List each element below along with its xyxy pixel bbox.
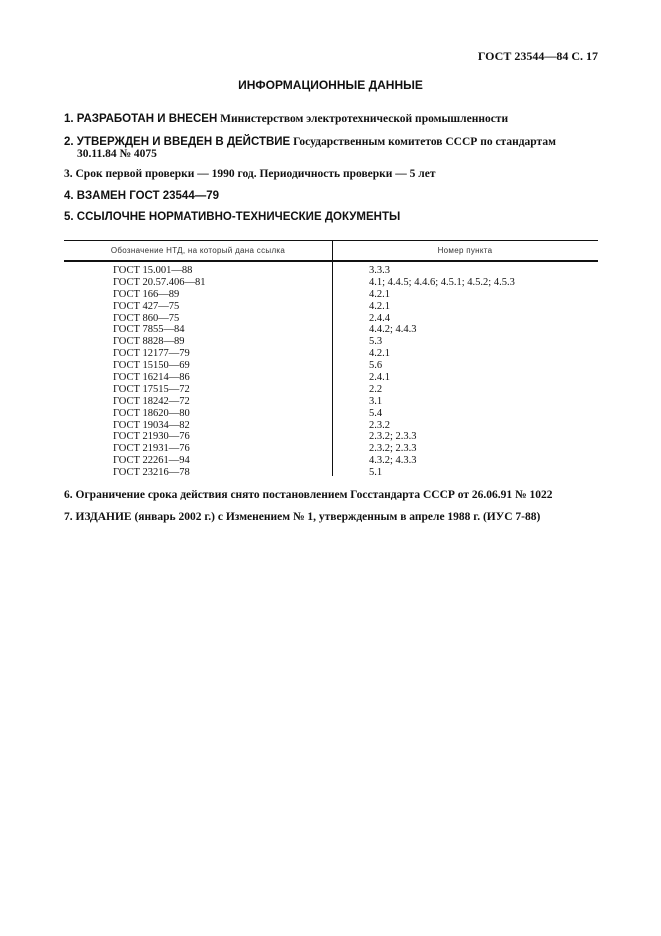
designation-cell: ГОСТ 427—75 [113,300,180,312]
table-row [64,324,598,336]
designation-cell: ГОСТ 7855—84 [113,324,185,336]
designation-cell: ГОСТ 21930—76 [113,431,190,443]
item-text: Министерством электротехнической промышленности [217,113,509,125]
table-row [64,313,598,325]
designation-cell: ГОСТ 21931—76 [113,443,190,455]
table-row [64,408,598,420]
item-lead: 1. РАЗРАБОТАН И ВНЕСЕН [64,113,218,125]
clause-cell: 5.1 [369,467,383,479]
table-row [64,431,598,443]
clause-cell: 2.4.1 [369,372,390,384]
clause-cell: 2.3.2 [369,419,390,431]
table-row [64,277,598,289]
designation-cell: ГОСТ 18620—80 [113,407,190,419]
item-7: 7. ИЗДАНИЕ (январь 2002 г.) с Изменением № 1, утвержденным в апреле 1988 г. (ИУС 7-88) [64,511,541,523]
clause-cell: 5.6 [369,360,383,372]
item-lead: 5. ССЫЛОЧНЕ НОРМАТИВНО-ТЕХНИЧЕСКИЕ ДОКУМЕНТЫ [64,211,401,223]
table-row [64,348,598,360]
table-body [64,265,598,479]
references-table [64,240,598,479]
item-3 [64,168,436,180]
table-row [64,443,598,455]
clause-cell: 2.2 [369,383,383,395]
item-6: 6. Ограничение срока действия снято постановлением Госстандарта СССР от 26.06.91 № 1022 [64,489,553,501]
column-header-clause: Номер пункта [437,246,493,255]
clause-cell: 4.1; 4.4.5; 4.4.6; 4.5.1; 4.5.2; 4.5.3 [369,276,515,288]
designation-cell: ГОСТ 860—75 [113,312,180,324]
designation-cell: ГОСТ 166—89 [113,288,180,300]
clause-cell: 5.3 [369,336,383,348]
table-row [64,360,598,372]
table-row [64,265,598,277]
clause-cell: 5.4 [369,407,383,419]
clause-cell: 4.2.1 [369,348,390,360]
clause-cell: 3.3.3 [369,265,390,276]
designation-cell: ГОСТ 17515—72 [113,383,190,395]
item-2 [64,136,599,160]
clause-cell: 4.2.1 [369,300,390,312]
designation-cell: ГОСТ 12177—79 [113,348,190,360]
table-row [64,455,598,467]
table-row [64,420,598,432]
designation-cell: ГОСТ 23216—78 [113,467,190,479]
item-5 [64,211,400,223]
item-1 [64,113,508,125]
designation-cell: ГОСТ 15.001—88 [113,265,193,276]
clause-cell: 2.3.2; 2.3.3 [369,431,417,443]
table-row [64,396,598,408]
designation-cell: ГОСТ 15150—69 [113,360,190,372]
document-reference: ГОСТ 23544—84 С. 17 [477,49,598,63]
designation-cell: ГОСТ 19034—82 [113,419,190,431]
designation-cell: ГОСТ 18242—72 [113,395,190,407]
table-row [64,301,598,313]
clause-cell: 4.2.1 [369,288,390,300]
item-text-cont: 30.11.84 № 4075 [77,148,157,160]
item-text: Государственным комитетов СССР по стандартам [290,136,556,148]
item-text: 3. Срок первой проверки — 1990 год. Периодичность проверки — 5 лет [64,168,436,180]
table-row [64,384,598,396]
designation-cell: ГОСТ 20.57.406—81 [113,276,206,288]
clause-cell: 2.4.4 [369,312,390,324]
clause-cell: 2.3.2; 2.3.3 [369,443,417,455]
table-header-rule [64,260,598,262]
clause-cell: 4.4.2; 4.4.3 [369,324,417,336]
page-title: ИНФОРМАЦИОННЫЕ ДАННЫЕ [238,78,423,92]
column-header-designation: Обозначение НТД, на который дана ссылка [110,246,286,255]
table-row [64,372,598,384]
clause-cell: 4.3.2; 4.3.3 [369,455,417,467]
item-4 [64,190,219,202]
table-row [64,467,598,479]
designation-cell: ГОСТ 8828—89 [113,336,185,348]
designation-cell: ГОСТ 16214—86 [113,372,190,384]
table-row [64,336,598,348]
item-lead: 4. ВЗАМЕН ГОСТ 23544—79 [64,190,220,202]
table-row [64,289,598,301]
table-top-rule [64,240,598,241]
designation-cell: ГОСТ 22261—94 [113,455,190,467]
clause-cell: 3.1 [369,395,383,407]
item-lead: 2. УТВЕРЖДЕН И ВВЕДЕН В ДЕЙСТВИЕ [64,136,291,148]
